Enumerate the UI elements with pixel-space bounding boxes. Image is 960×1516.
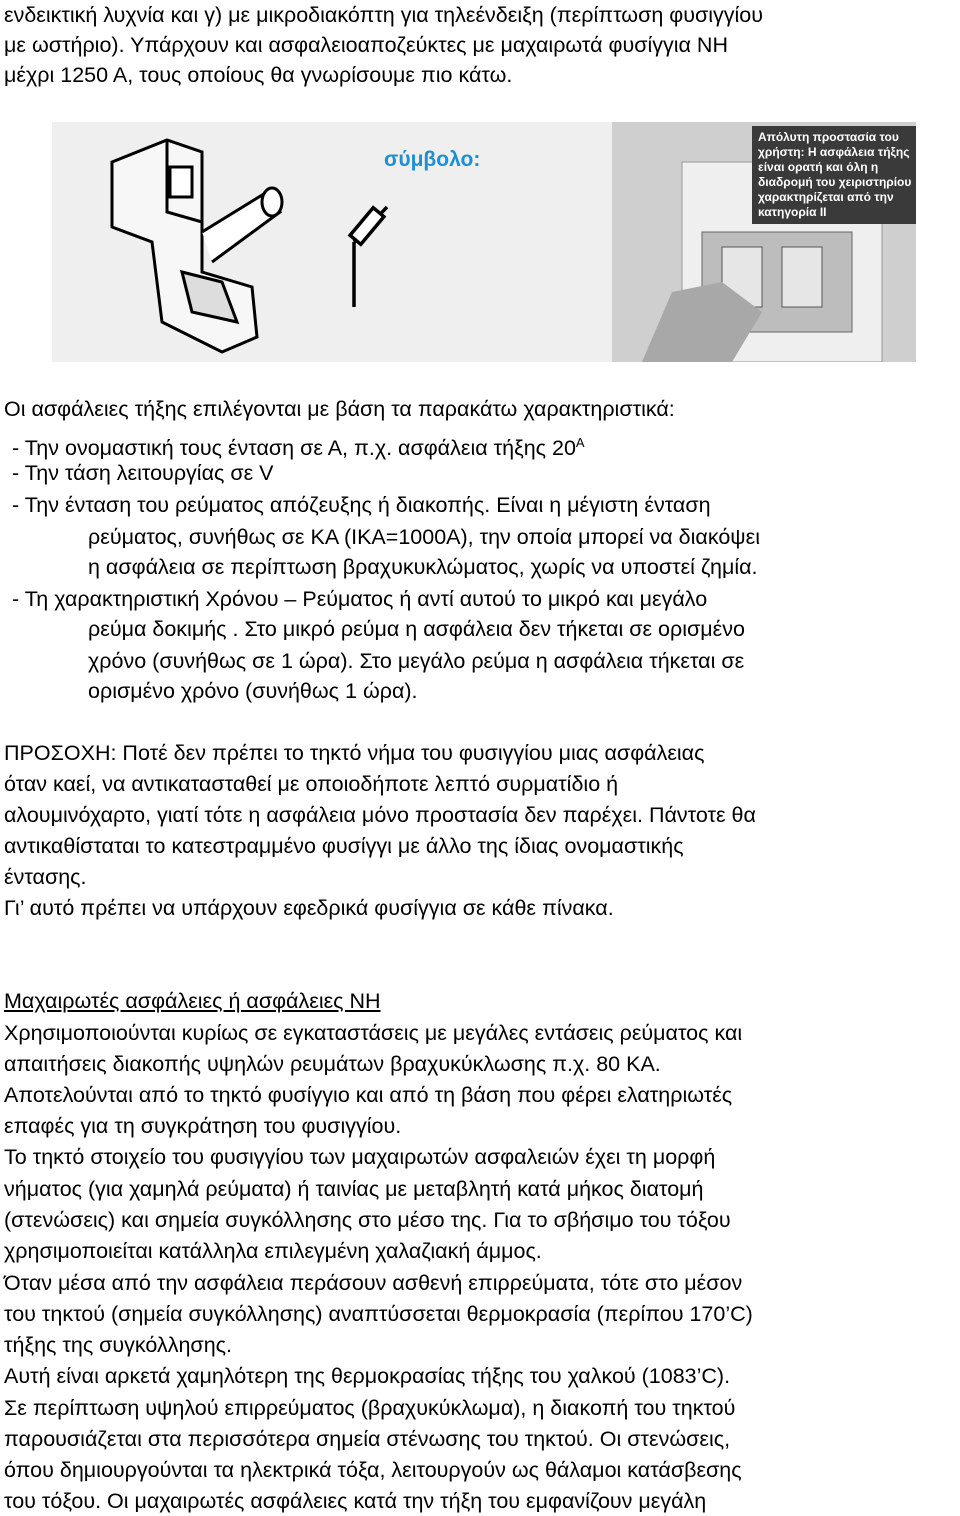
paragraph-line: νήματος (για χαμηλά ρεύματα) ή ταινίας με μεταβλητή κατά μήκος διατομή [4,1177,704,1201]
list-item-continuation: ορισμένο χρόνο (συνήθως 1 ώρα). [88,679,418,703]
symbol-label: σύμβολο: [384,148,481,171]
fuse-disconnector-drawing [52,122,612,362]
section-title: Μαχαιρωτές ασφάλειες ή ασφάλειες ΝΗ [4,989,381,1013]
intro-line: μέχρι 1250 Α, τους οποίους θα γνωρίσουμε πιο κάτω. [4,63,513,87]
paragraph-line: του τηκτού (σημεία συγκόλλησης) αναπτύσσεται θερμοκρασία (περίπου 170’C) [4,1302,753,1326]
paragraph-line: Χρησιμοποιούνται κυρίως σε εγκαταστάσεις με μεγάλες εντάσεις ρεύματος και [4,1021,743,1045]
warning-line: αντικαθίσταται το κατεστραμμένο φυσίγγι με άλλο της ίδιας ονομαστικής [4,834,684,858]
fuse-figure [52,122,916,362]
paragraph-line: χρησιμοποιείται κατάλληλα επιλεγμένη χαλαζιακή άμμος. [4,1239,542,1263]
paragraph-line: Αποτελούνται από το τηκτό φυσίγγιο και από τη βάση που φέρει ελατηριωτές [4,1083,733,1107]
list-item-continuation: χρόνο (συνήθως σε 1 ώρα). Στο μεγάλο ρεύμα η ασφάλεια τήκεται σε [88,649,745,673]
intro-line: με ωστήριο). Υπάρχουν και ασφαλειοαποζεύκτες με μαχαιρωτά φυσίγγια ΝΗ [4,33,728,57]
paragraph-line: τήξης της συγκόλλησης. [4,1333,232,1357]
paragraph-line: Σε περίπτωση υψηλού επιρρεύματος (βραχυκύκλωμα), η διακοπή του τηκτού [4,1396,736,1420]
list-item-text: - Την ονομαστική τους ένταση σε Α, π.χ. ασφάλεια τήξης 20 [12,436,576,461]
warning-line: έντασης. [4,865,87,889]
list-item: - Την τάση λειτουργίας σε V [12,461,274,485]
paragraph-line: παρουσιάζεται στα περισσότερα σημεία στένωσης του τηκτού. Οι στενώσεις, [4,1427,731,1451]
paragraph-line: επαφές για τη συγκράτηση του φυσιγγίου. [4,1114,402,1138]
warning-line: Γι’ αυτό πρέπει να υπάρχουν εφεδρικά φυσίγγια σε κάθε πίνακα. [4,896,614,920]
paragraph-line: Αυτή είναι αρκετά χαμηλότερη της θερμοκρασίας τήξης του χαλκού (1083’C). [4,1364,731,1388]
fuse-drawing-panel [52,122,612,362]
list-item-continuation: η ασφάλεια σε περίπτωση βραχυκυκλώματος, χωρίς να υποστεί ζημία. [88,555,758,579]
list-item: - Την ένταση του ρεύματος απόζευξης ή διακοπής. Είναι η μέγιστη ένταση [12,493,711,517]
intro-line: ενδεικτική λυχνία και γ) με μικροδιακόπτη για τηλεένδειξη (περίπτωση φυσιγγίου [4,3,764,27]
unit-superscript: Α [575,435,585,450]
warning-line: αλουμινόχαρτο, γιατί τότε η ασφάλεια μόνο προστασία δεν παρέχει. Πάντοτε θα [4,803,756,827]
section-heading: Οι ασφάλειες τήξης επιλέγονται με βάση τα παρακάτω χαρακτηριστικά: [4,397,675,421]
paragraph-line: απαιτήσεις διακοπής υψηλών ρευμάτων βραχυκύκλωσης π.χ. 80 ΚΑ. [4,1052,661,1076]
warning-line: ΠΡΟΣΟΧΗ: Ποτέ δεν πρέπει το τηκτό νήμα του φυσιγγίου μιας ασφάλειας [4,741,705,765]
paragraph-line: όπου δημιουργούνται τα ηλεκτρικά τόξα, λειτουργούν ως θάλαμοι κατάσβεσης [4,1458,742,1482]
warning-line: όταν καεί, να αντικατασταθεί με οποιοδήποτε λεπτό συρματίδιο ή [4,772,619,796]
paragraph-line: Όταν μέσα από την ασφάλεια περάσουν ασθενή επιρρεύματα, τότε στο μέσον [4,1271,743,1295]
list-item-continuation: ρεύμα δοκιμής . Στο μικρό ρεύμα η ασφάλεια δεν τήκεται σε ορισμένο [88,617,745,641]
paragraph-line: (στενώσεις) και σημεία συγκόλλησης στο μέσο της. Για το σβήσιμο του τόξου [4,1208,731,1232]
list-item: - Τη χαρακτηριστική Χρόνου – Ρεύματος ή αντί αυτού το μικρό και μεγάλο [12,587,708,611]
list-item-continuation: ρεύματος, συνήθως σε ΚΑ (ΙΚΑ=1000Α), την οποία μπορεί να διακόψει [88,525,760,549]
paragraph-line: του τόξου. Οι μαχαιρωτές ασφάλειες κατά την τήξη του εμφανίζουν μεγάλη [4,1489,707,1513]
photo-caption: Απόλυτη προστασία του χρήστη: Η ασφάλεια τήξης είναι ορατή και όλη η διαδρομή του χειριστηρίου χαρακτηρίζεται από την κατηγορία ΙΙ [752,126,916,224]
product-photo [612,122,916,362]
paragraph-line: Το τηκτό στοιχείο του φυσιγγίου των μαχαιρωτών ασφαλειών έχει τη μορφή [4,1145,716,1169]
